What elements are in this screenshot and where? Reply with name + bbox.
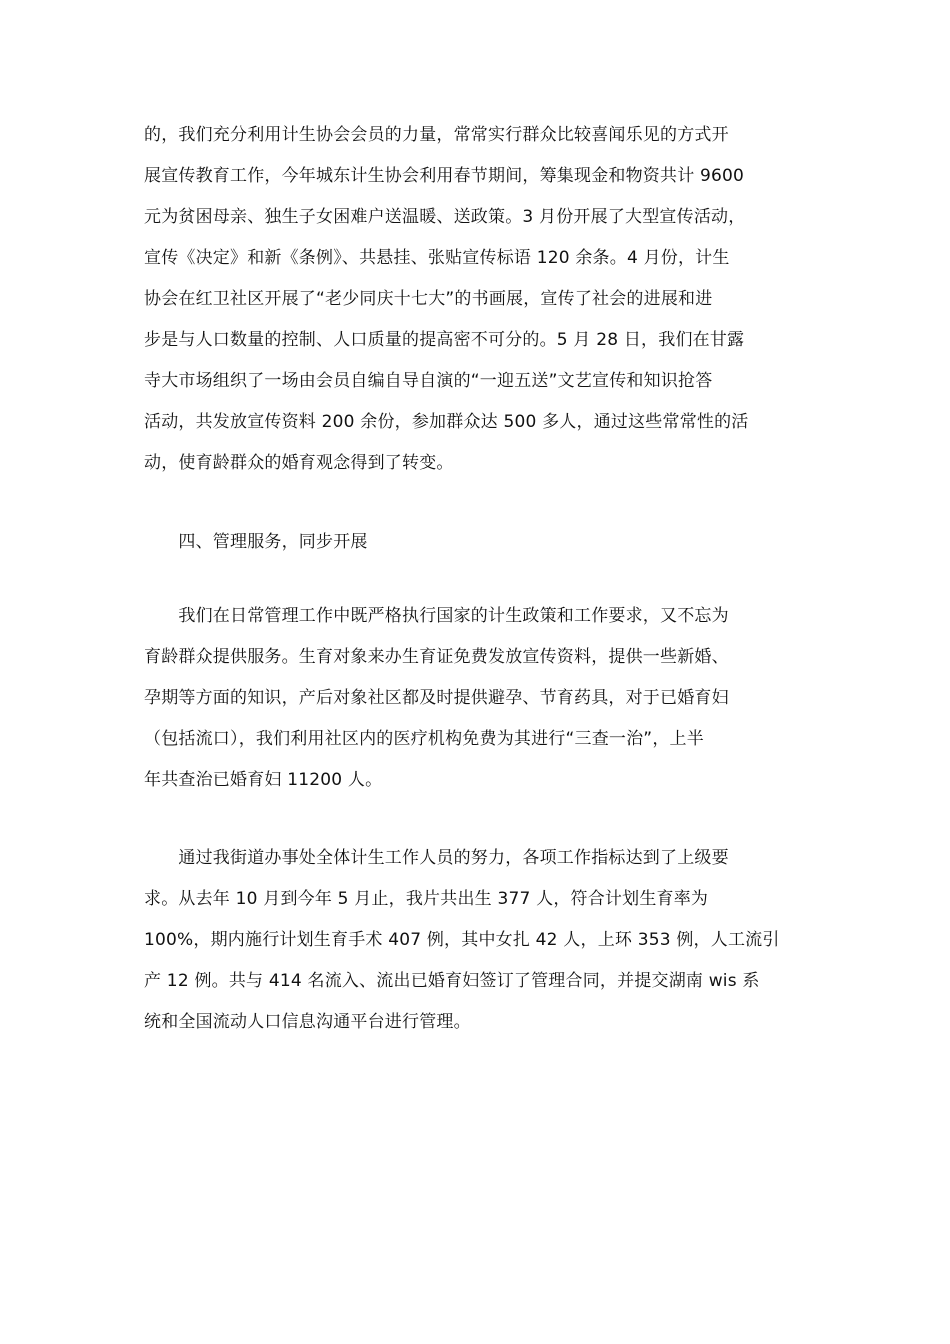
paragraph-line: 宣传《决定》和新《条例》、共悬挂、张贴宣传标语 120 余条。4 月份，计生 <box>144 248 730 268</box>
paragraph-line: 协会在红卫社区开展了“老少同庆十七大”的书画展，宣传了社会的进展和进 <box>144 289 713 309</box>
paragraph-line: 展宣传教育工作，今年城东计生协会利用春节期间，筹集现金和物资共计 9600 <box>144 166 745 186</box>
paragraph-line: 我们在日常管理工作中既严格执行国家的计生政策和工作要求，又不忘为 <box>144 606 729 626</box>
paragraph-line: 100%，期内施行计划生育手术 407 例，其中女扎 42 人，上环 353 例，人工流引 <box>144 930 780 950</box>
paragraph-management-service <box>144 596 808 801</box>
paragraph-line: 寺大市场组织了一场由会员自编自导自演的“一迎五送”文艺宣传和知识抢答 <box>144 371 713 391</box>
paragraph-line: 的，我们充分利用计生协会会员的力量，常常实行群众比较喜闻乐见的方式开 <box>144 125 729 145</box>
paragraph-line: 步是与人口数量的控制、人口质量的提高密不可分的。5 月 28 日，我们在甘露 <box>144 330 745 350</box>
paragraph-line: 元为贫困母亲、独生子女困难户送温暖、送政策。3 月份开展了大型宣传活动， <box>144 207 746 227</box>
paragraph-line: 动，使育龄群众的婚育观念得到了转变。 <box>144 453 454 473</box>
paragraph-work-results <box>144 838 808 1043</box>
section-heading-text: 四、管理服务，同步开展 <box>144 532 368 552</box>
paragraph-line: 通过我街道办事处全体计生工作人员的努力，各项工作指标达到了上级要 <box>144 848 729 868</box>
paragraph-line: （包括流口），我们利用社区内的医疗机构免费为其进行“三查一治”，上半 <box>144 729 704 749</box>
paragraph-family-planning-publicity <box>144 115 808 484</box>
paragraph-line: 孕期等方面的知识，产后对象社区都及时提供避孕、节育药具，对于已婚育妇 <box>144 688 729 708</box>
paragraph-line: 产 12 例。共与 414 名流入、流出已婚育妇签订了管理合同，并提交湖南 wis 系 <box>144 971 760 991</box>
paragraph-line: 统和全国流动人口信息沟通平台进行管理。 <box>144 1012 471 1032</box>
section-heading <box>144 522 808 563</box>
paragraph-line: 求。从去年 10 月到今年 5 月止，我片共出生 377 人，符合计划生育率为 <box>144 889 709 909</box>
paragraph-line: 活动，共发放宣传资料 200 余份，参加群众达 500 多人，通过这些常常性的活 <box>144 412 749 432</box>
paragraph-line: 年共查治已婚育妇 11200 人。 <box>144 770 383 790</box>
paragraph-line: 育龄群众提供服务。生育对象来办生育证免费发放宣传资料，提供一些新婚、 <box>144 647 729 667</box>
